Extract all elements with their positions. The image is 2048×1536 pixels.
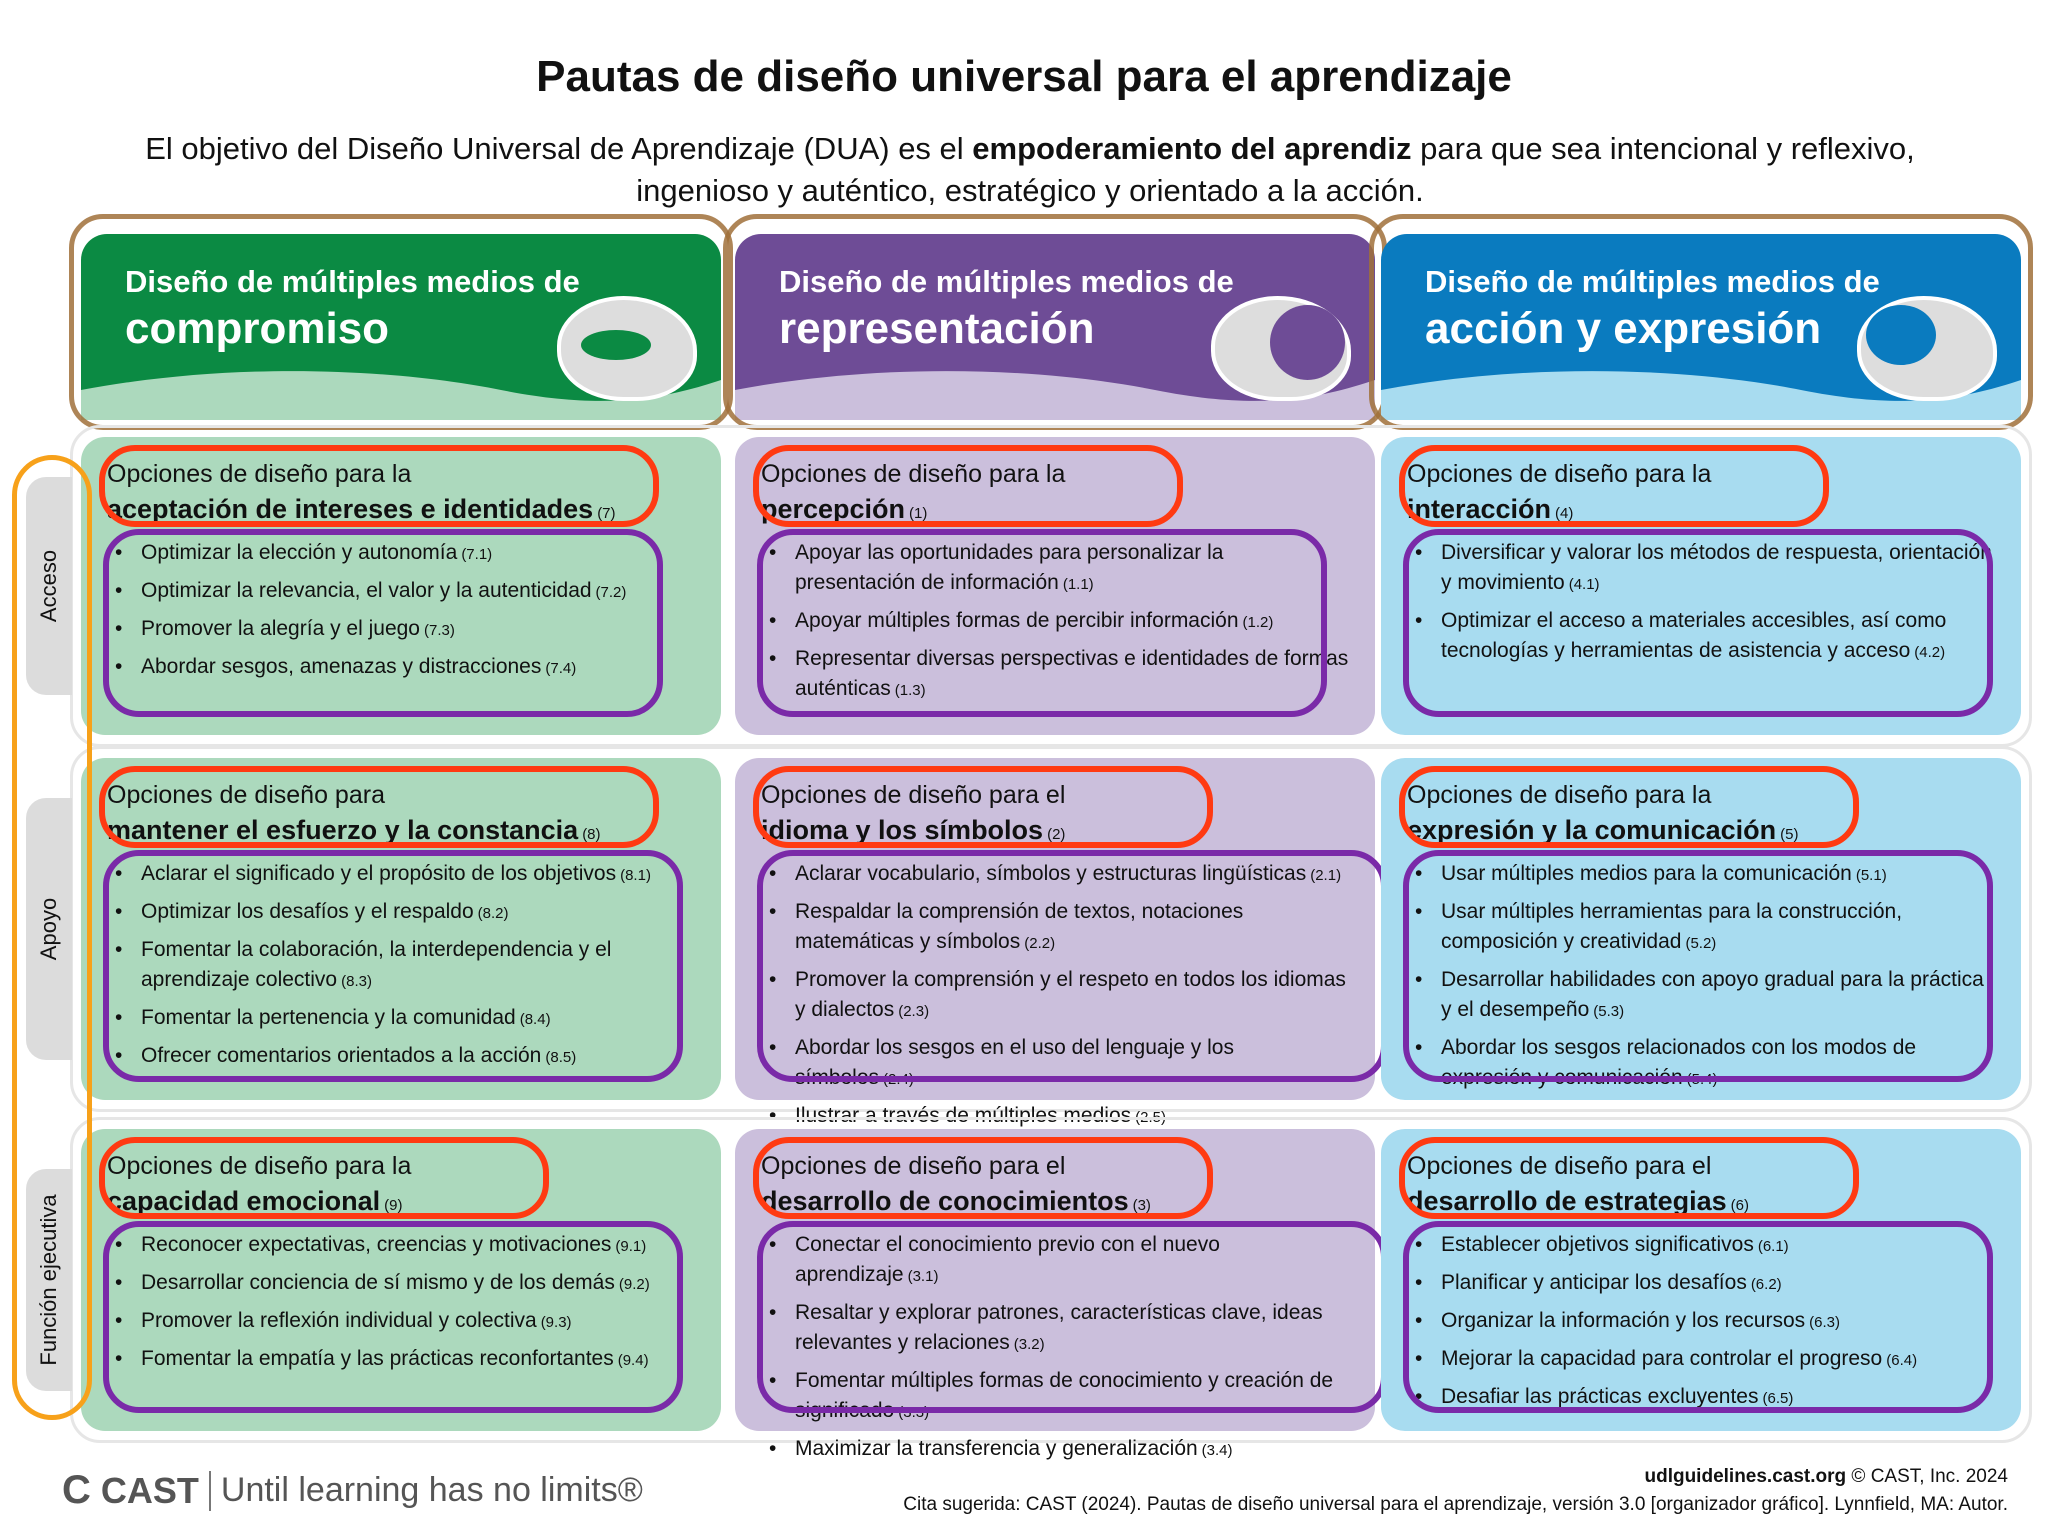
- consideration-number: (7.2): [595, 584, 627, 601]
- guideline-intro: Opciones de diseño para la: [107, 1152, 412, 1180]
- guideline-title: [1407, 812, 1995, 853]
- consideration-item: [761, 897, 1349, 959]
- consideration-item: [107, 1041, 695, 1073]
- consideration-number: (8.4): [519, 1011, 551, 1028]
- consideration-text: Establecer objetivos significativos: [1441, 1233, 1754, 1256]
- copyright: © CAST, Inc. 2024: [1846, 1466, 2008, 1487]
- guideline-title: [761, 812, 1349, 853]
- consideration-number: (3.2): [1013, 1336, 1045, 1353]
- consideration-item: [761, 1230, 1349, 1292]
- consideration-item: [107, 1344, 695, 1376]
- consideration-text: Optimizar la relevancia, el valor y la autenticidad: [141, 579, 592, 602]
- consideration-number: (5.1): [1855, 867, 1887, 884]
- consideration-text: Desarrollar habilidades con apoyo gradual para la práctica y el desempeño: [1441, 968, 1984, 1021]
- guideline-title: [107, 491, 695, 532]
- consideration-number: (3.4): [1201, 1442, 1233, 1459]
- guideline-title: [761, 1183, 1349, 1224]
- consideration-list: [761, 859, 1349, 1133]
- consideration-number: (9.4): [617, 1352, 649, 1369]
- consideration-number: (8.2): [477, 905, 509, 922]
- consideration-number: (5.3): [1593, 1003, 1625, 1020]
- consideration-text: Maximizar la transferencia y generalización: [795, 1437, 1198, 1460]
- annotation-brown-outline: [69, 214, 733, 430]
- cast-logo-icon: C: [62, 1468, 91, 1512]
- guideline-name: percepción: [761, 494, 906, 524]
- consideration-text: Abordar sesgos, amenazas y distracciones: [141, 655, 542, 678]
- consideration-number: (6.3): [1809, 1314, 1840, 1331]
- header-subtitle: Diseño de múltiples medios de: [779, 264, 1234, 299]
- guideline-cell: [1381, 758, 2021, 1100]
- consideration-item: [107, 859, 695, 891]
- guideline-intro: Opciones de diseño para la: [761, 460, 1066, 488]
- guideline-intro: Opciones de diseño para el: [1407, 1152, 1712, 1180]
- page-title: Pautas de diseño universal para el aprendizaje: [536, 52, 1512, 101]
- guideline-number: (7): [597, 505, 616, 522]
- consideration-item: [107, 897, 695, 929]
- consideration-text: Apoyar las oportunidades para personalizar la presentación de información: [795, 541, 1224, 594]
- guideline-name: desarrollo de conocimientos: [761, 1186, 1129, 1216]
- consideration-item: [1407, 1306, 1995, 1338]
- guideline-intro: Opciones de diseño para el: [761, 781, 1066, 809]
- consideration-item: [761, 606, 1349, 638]
- consideration-text: Optimizar el acceso a materiales accesibles, así como tecnologías y herramientas de asistencia y acceso: [1441, 609, 1947, 662]
- row-label-text: Función ejecutiva: [36, 1194, 61, 1366]
- consideration-item: [761, 644, 1349, 706]
- consideration-number: (6.2): [1750, 1276, 1782, 1293]
- header-subtitle: Diseño de múltiples medios de: [1425, 264, 1880, 299]
- guideline-name: idioma y los símbolos: [761, 815, 1044, 845]
- consideration-text: Desarrollar conciencia de sí mismo y de los demás: [141, 1271, 615, 1294]
- tagline: Until learning has no limits®: [220, 1471, 643, 1509]
- consideration-text: Promover la comprensión y el respeto en todos los idiomas y dialectos: [795, 968, 1346, 1021]
- consideration-list: [1407, 538, 1995, 668]
- consideration-list: [107, 859, 695, 1073]
- guideline-title: [1407, 1183, 1995, 1224]
- guideline-number: (5): [1780, 826, 1799, 843]
- consideration-text: Organizar la información y los recursos: [1441, 1309, 1806, 1332]
- annotation-orange-outline: [12, 455, 92, 1420]
- consideration-list: [1407, 1230, 1995, 1414]
- guideline-name: desarrollo de estrategias: [1407, 1186, 1727, 1216]
- consideration-number: (5.2): [1685, 935, 1717, 952]
- consideration-text: Planificar y anticipar los desafíos: [1441, 1271, 1747, 1294]
- guideline-name: interacción: [1407, 494, 1552, 524]
- consideration-text: Apoyar múltiples formas de percibir información: [795, 609, 1239, 632]
- consideration-text: Usar múltiples medios para la comunicación: [1441, 862, 1852, 885]
- consideration-item: [761, 1366, 1349, 1428]
- guideline-cell: [81, 758, 721, 1100]
- consideration-item: [107, 935, 695, 997]
- guideline-number: (9): [384, 1197, 403, 1214]
- guideline-name: mantener el esfuerzo y la constancia: [107, 815, 579, 845]
- consideration-text: Optimizar la elección y autonomía: [141, 541, 458, 564]
- consideration-list: [107, 538, 695, 684]
- consideration-item: [761, 1033, 1349, 1095]
- consideration-text: Abordar los sesgos relacionados con los modos de expresión y comunicación: [1441, 1036, 1917, 1089]
- guideline-number: (8): [582, 826, 601, 843]
- row-label-text: Apoyo: [36, 897, 61, 961]
- guideline-intro: Opciones de diseño para el: [761, 1152, 1066, 1180]
- guideline-number: (6): [1730, 1197, 1749, 1214]
- guideline-number: (1): [909, 505, 928, 522]
- subtitle-text: El objetivo del Diseño Universal de Aprendizaje (DUA) es el: [145, 131, 973, 166]
- guideline-number: (2): [1047, 826, 1066, 843]
- consideration-text: Conectar el conocimiento previo con el nuevo aprendizaje: [795, 1233, 1220, 1286]
- guideline-title: [761, 491, 1349, 532]
- guideline-intro: Opciones de diseño para: [107, 781, 385, 809]
- consideration-item: [107, 1230, 695, 1262]
- consideration-list: [761, 1230, 1349, 1466]
- consideration-number: (5.4): [1686, 1071, 1718, 1088]
- consideration-item: [761, 859, 1349, 891]
- consideration-number: (9.3): [540, 1314, 572, 1331]
- consideration-text: Optimizar los desafíos y el respaldo: [141, 900, 474, 923]
- consideration-text: Respaldar la comprensión de textos, notaciones matemáticas y símbolos: [795, 900, 1244, 953]
- consideration-text: Reconocer expectativas, creencias y motivaciones: [141, 1233, 612, 1256]
- row-label-text: Acceso: [36, 549, 61, 623]
- consideration-number: (8.5): [545, 1049, 577, 1066]
- consideration-number: (2.5): [1135, 1109, 1166, 1126]
- site-link[interactable]: udlguidelines.cast.org: [1644, 1466, 1847, 1487]
- guideline-intro: Opciones de diseño para la: [1407, 460, 1712, 488]
- consideration-number: (2.3): [898, 1003, 930, 1020]
- consideration-number: (3.1): [907, 1268, 939, 1285]
- consideration-number: (1.3): [894, 682, 926, 699]
- consideration-item: [107, 652, 695, 684]
- guideline-title: [107, 1183, 695, 1224]
- guideline-cell: [735, 1129, 1375, 1460]
- consideration-item: [1407, 1033, 1995, 1095]
- logo-divider: [209, 1471, 211, 1511]
- consideration-list: [761, 538, 1349, 706]
- header-subtitle: Diseño de múltiples medios de: [125, 264, 580, 299]
- consideration-number: (9.2): [618, 1276, 650, 1293]
- guideline-cell: [1381, 437, 2021, 735]
- consideration-text: Aclarar vocabulario, símbolos y estructuras lingüísticas: [795, 862, 1307, 885]
- consideration-item: [107, 614, 695, 646]
- consideration-item: [1407, 897, 1995, 959]
- consideration-text: Representar diversas perspectivas e identidades de formas auténticas: [795, 647, 1349, 700]
- consideration-number: (6.1): [1757, 1238, 1789, 1255]
- consideration-item: [107, 538, 695, 570]
- consideration-item: [1407, 538, 1995, 600]
- consideration-number: (7.4): [545, 660, 577, 677]
- consideration-item: [107, 576, 695, 608]
- consideration-text: Diversificar y valorar los métodos de respuesta, orientación y movimiento: [1441, 541, 1992, 594]
- consideration-number: (6.5): [1762, 1390, 1794, 1407]
- header-title: compromiso: [125, 304, 390, 353]
- footer-info: [903, 1463, 2008, 1519]
- consideration-item: [1407, 606, 1995, 668]
- guideline-cell: [735, 437, 1375, 735]
- consideration-item: [1407, 859, 1995, 891]
- consideration-number: (8.3): [341, 973, 372, 990]
- consideration-text: Promover la reflexión individual y colectiva: [141, 1309, 537, 1332]
- consideration-item: [107, 1306, 695, 1338]
- consideration-item: [761, 538, 1349, 600]
- consideration-number: (7.1): [461, 546, 493, 563]
- consideration-number: (2.4): [883, 1071, 914, 1088]
- page-subtitle: [80, 128, 1980, 212]
- consideration-number: (4.1): [1568, 576, 1600, 593]
- guideline-cell: [81, 1129, 721, 1431]
- consideration-text: Fomentar la pertenencia y la comunidad: [141, 1006, 516, 1029]
- consideration-number: (1.2): [1242, 614, 1274, 631]
- guideline-name: capacidad emocional: [107, 1186, 381, 1216]
- subtitle-emphasis: empoderamiento del aprendiz: [972, 131, 1412, 166]
- consideration-text: Fomentar la empatía y las prácticas reconfortantes: [141, 1347, 614, 1370]
- consideration-text: Resaltar y explorar patrones, características clave, ideas relevantes y relaciones: [795, 1301, 1323, 1354]
- header-title: representación: [779, 304, 1095, 353]
- consideration-number: (7.3): [423, 622, 455, 639]
- logo-text: CAST: [100, 1469, 199, 1511]
- guideline-intro: Opciones de diseño para la: [1407, 781, 1712, 809]
- consideration-item: [1407, 965, 1995, 1027]
- consideration-number: (1.1): [1062, 576, 1094, 593]
- consideration-list: [107, 1230, 695, 1376]
- annotation-brown-outline: [1369, 214, 2033, 430]
- consideration-text: Ilustrar a través de múltiples medios: [795, 1104, 1132, 1127]
- consideration-item: [1407, 1268, 1995, 1300]
- consideration-number: (2.2): [1024, 935, 1056, 952]
- consideration-text: Ofrecer comentarios orientados a la acción: [141, 1044, 542, 1067]
- consideration-text: Fomentar la colaboración, la interdependencia y el aprendizaje colectivo: [141, 938, 612, 991]
- guideline-cell: [1381, 1129, 2021, 1431]
- consideration-number: (9.1): [615, 1238, 647, 1255]
- consideration-item: [1407, 1344, 1995, 1376]
- consideration-item: [761, 1434, 1349, 1466]
- consideration-text: Usar múltiples herramientas para la construcción, composición y creatividad: [1441, 900, 1903, 953]
- guideline-cell: [81, 437, 721, 735]
- consideration-item: [1407, 1382, 1995, 1414]
- subtitle-text-end: para que sea intencional y reflexivo, ingenioso y auténtico, estratégico y orientado a la acción.: [636, 131, 1915, 208]
- cast-logo: [62, 1468, 643, 1513]
- guideline-number: (3): [1132, 1197, 1151, 1214]
- consideration-text: Promover la alegría y el juego: [141, 617, 420, 640]
- consideration-text: Mejorar la capacidad para controlar el progreso: [1441, 1347, 1883, 1370]
- guideline-number: (4): [1555, 505, 1574, 522]
- guideline-intro: Opciones de diseño para la: [107, 460, 412, 488]
- citation: Cita sugerida: CAST (2024). Pautas de diseño universal para el aprendizaje, versión 3.0 [organizador gráfico]. Lynnfield, MA: Autor.: [903, 1494, 2008, 1515]
- guideline-title: [1407, 491, 1995, 532]
- guideline-name: expresión y la comunicación: [1407, 815, 1777, 845]
- consideration-number: (3.3): [898, 1404, 930, 1421]
- guideline-cell: [735, 758, 1375, 1127]
- consideration-text: Abordar los sesgos en el uso del lenguaje y los símbolos: [795, 1036, 1234, 1089]
- guideline-title: [107, 812, 695, 853]
- consideration-number: (8.1): [620, 867, 651, 884]
- consideration-text: Fomentar múltiples formas de conocimiento y creación de significado: [795, 1369, 1334, 1422]
- consideration-item: [761, 1298, 1349, 1360]
- consideration-item: [1407, 1230, 1995, 1262]
- consideration-text: Aclarar el significado y el propósito de los objetivos: [141, 862, 617, 885]
- header-title: acción y expresión: [1425, 304, 1822, 353]
- guideline-name: aceptación de intereses e identidades: [107, 494, 594, 524]
- consideration-number: (6.4): [1886, 1352, 1918, 1369]
- consideration-number: (4.2): [1914, 644, 1946, 661]
- consideration-list: [1407, 859, 1995, 1095]
- consideration-item: [761, 965, 1349, 1027]
- consideration-text: Desafiar las prácticas excluyentes: [1441, 1385, 1759, 1408]
- consideration-item: [107, 1268, 695, 1300]
- consideration-number: (2.1): [1310, 867, 1342, 884]
- consideration-item: [107, 1003, 695, 1035]
- annotation-brown-outline: [723, 214, 1387, 430]
